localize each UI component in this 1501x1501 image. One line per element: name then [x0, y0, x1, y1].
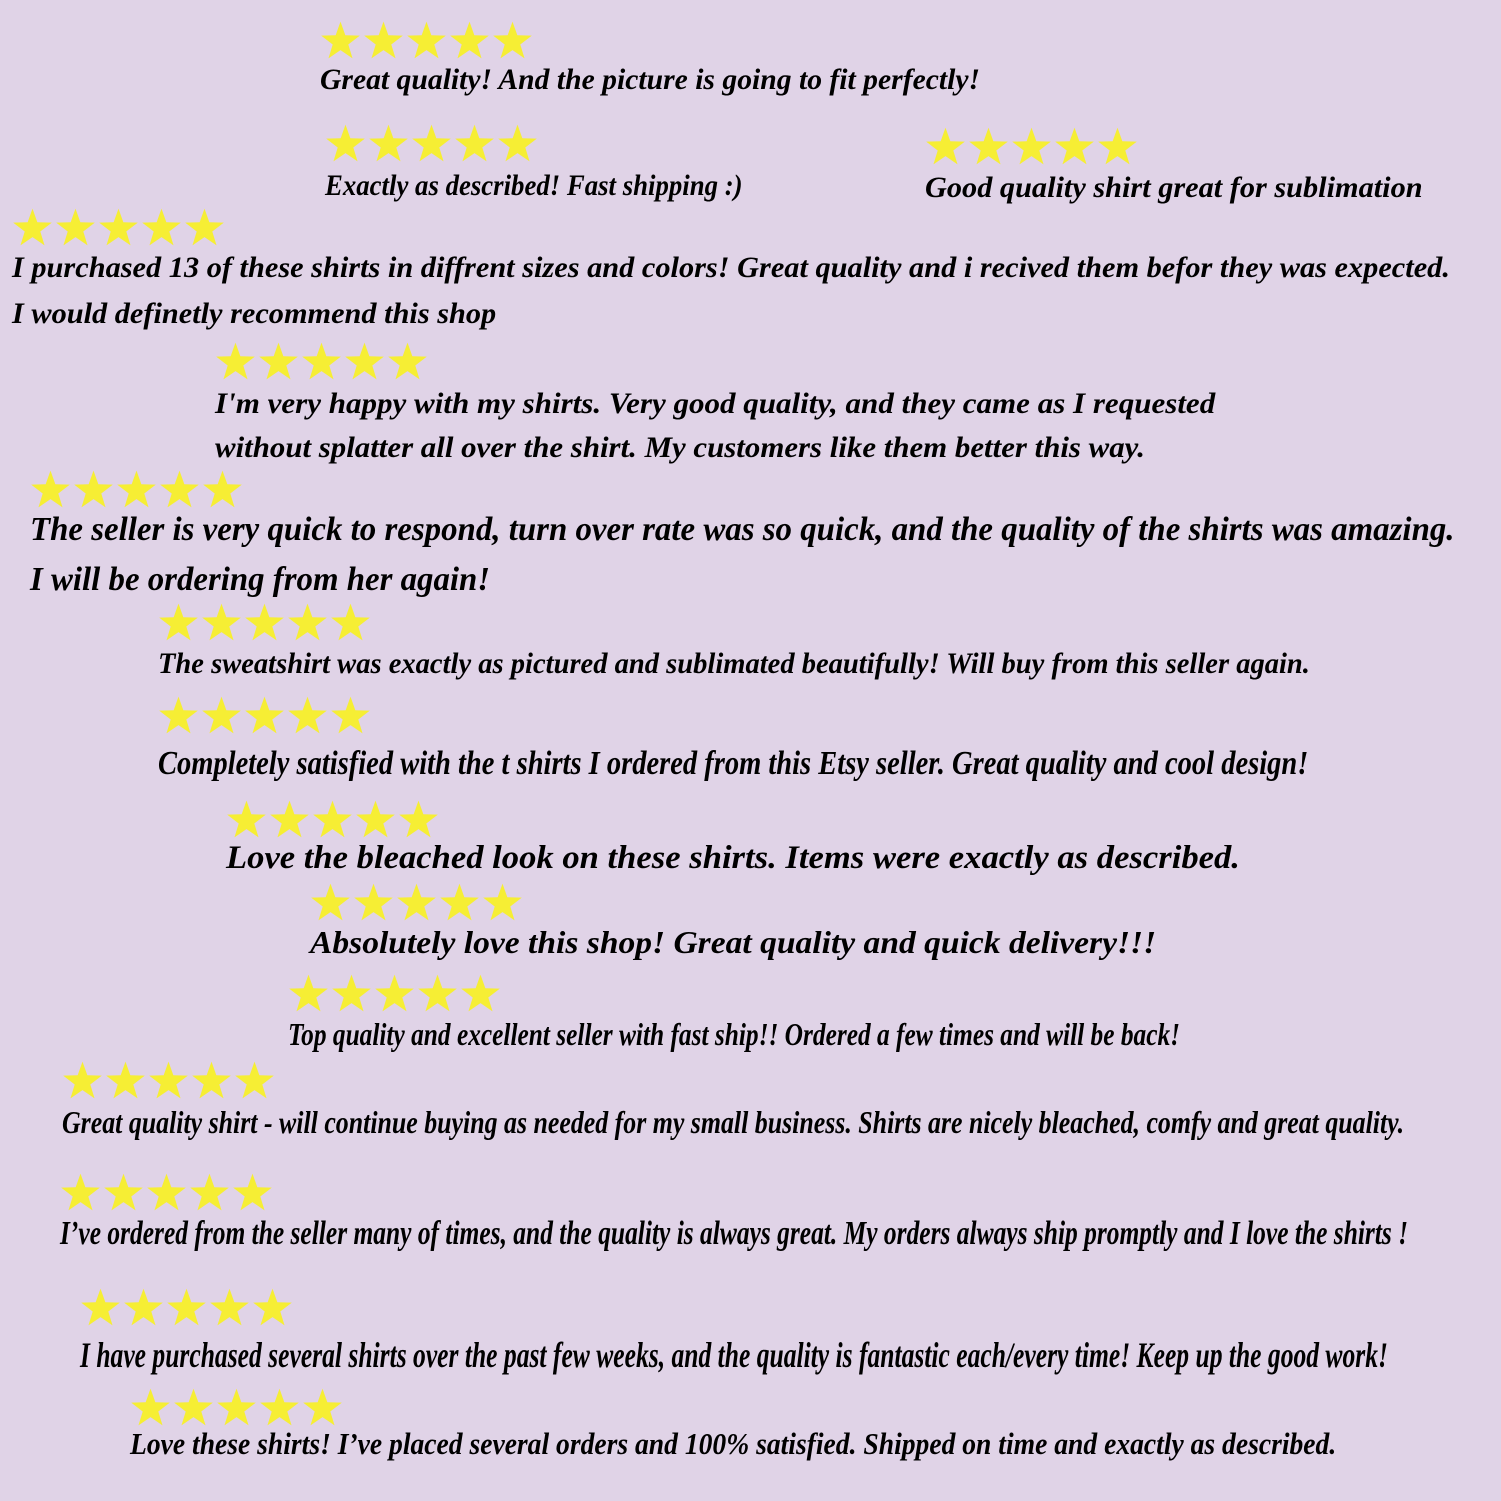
star-icon: [482, 882, 523, 923]
star-icon: [398, 799, 439, 840]
star-icon: [252, 1287, 293, 1328]
star-rating: [60, 1170, 273, 1214]
star-rating: [158, 600, 371, 644]
star-rating: [30, 467, 243, 511]
star-rating: [12, 205, 225, 249]
star-icon: [492, 20, 533, 61]
star-icon: [226, 799, 267, 840]
star-icon: [232, 1172, 273, 1213]
review-text: Great quality shirt - will continue buying as needed for my small business. Shirts are nicely bleached, comfy and great quality.: [62, 1104, 1405, 1140]
star-icon: [302, 1387, 343, 1428]
star-icon: [454, 123, 495, 164]
star-icon: [287, 602, 328, 643]
review-text: I would definetly recommend this shop: [12, 297, 497, 330]
star-rating: [925, 124, 1138, 168]
star-icon: [269, 799, 310, 840]
star-icon: [216, 1387, 257, 1428]
star-icon: [320, 20, 361, 61]
star-icon: [344, 341, 385, 382]
star-icon: [141, 207, 182, 248]
star-icon: [460, 973, 501, 1014]
star-icon: [353, 882, 394, 923]
star-icon: [98, 207, 139, 248]
star-icon: [374, 973, 415, 1014]
review-text: I purchased 13 of these shirts in diffrent sizes and colors! Great quality and i recived them befor they was expected.: [12, 251, 1450, 284]
star-icon: [287, 695, 328, 736]
review-text: Good quality shirt great for sublimation: [925, 171, 1423, 204]
star-rating: [325, 121, 538, 165]
star-rating: [226, 797, 439, 841]
review-text: Great quality! And the picture is going to fit perfectly!: [320, 63, 981, 96]
star-icon: [201, 695, 242, 736]
star-icon: [1097, 126, 1138, 167]
star-icon: [312, 799, 353, 840]
star-icon: [189, 1172, 230, 1213]
review-text: I’ve ordered from the seller many of times, and the quality is always great. My orders always ship promptly and I love the shirts !: [60, 1215, 1409, 1252]
star-icon: [259, 1387, 300, 1428]
star-icon: [60, 1172, 101, 1213]
star-icon: [202, 469, 243, 510]
star-icon: [497, 123, 538, 164]
star-icon: [123, 1287, 164, 1328]
star-icon: [166, 1287, 207, 1328]
star-icon: [12, 207, 53, 248]
review-text: The seller is very quick to respond, turn over rate was so quick, and the quality of the shirts was amazing.: [30, 511, 1455, 548]
review-text: Exactly as described! Fast shipping :): [325, 169, 743, 202]
review-text: I will be ordering from her again!: [30, 561, 491, 598]
star-icon: [330, 602, 371, 643]
star-icon: [368, 123, 409, 164]
star-icon: [234, 1060, 275, 1101]
star-icon: [449, 20, 490, 61]
star-icon: [215, 341, 256, 382]
star-icon: [73, 469, 114, 510]
review-text: without splatter all over the shirt. My customers like them better this way.: [215, 431, 1145, 464]
star-rating: [320, 18, 533, 62]
review-text: Love these shirts! I’ve placed several orders and 100% satisfied. Shipped on time and exactly as described.: [130, 1426, 1337, 1461]
star-icon: [387, 341, 428, 382]
review-text: Love the bleached look on these shirts. Items were exactly as described.: [226, 840, 1240, 876]
star-rating: [288, 971, 501, 1015]
star-icon: [968, 126, 1009, 167]
star-rating: [62, 1058, 275, 1102]
star-icon: [258, 341, 299, 382]
star-icon: [158, 695, 199, 736]
star-icon: [201, 602, 242, 643]
star-icon: [417, 973, 458, 1014]
star-icon: [55, 207, 96, 248]
star-icon: [173, 1387, 214, 1428]
star-icon: [310, 882, 351, 923]
star-icon: [411, 123, 452, 164]
star-icon: [146, 1172, 187, 1213]
star-icon: [244, 695, 285, 736]
star-icon: [62, 1060, 103, 1101]
star-rating: [80, 1285, 293, 1329]
star-icon: [159, 469, 200, 510]
star-rating: [215, 339, 428, 383]
review-text: Completely satisfied with the t shirts I ordered from this Etsy seller. Great quality and cool design!: [158, 745, 1309, 782]
star-icon: [191, 1060, 232, 1101]
review-text: I'm very happy with my shirts. Very good quality, and they came as I requested: [215, 387, 1216, 420]
star-icon: [158, 602, 199, 643]
star-icon: [103, 1172, 144, 1213]
star-icon: [1054, 126, 1095, 167]
star-icon: [80, 1287, 121, 1328]
review-text: The sweatshirt was exactly as pictured and sublimated beautifully! Will buy from this seller again.: [158, 647, 1310, 680]
star-icon: [1011, 126, 1052, 167]
star-icon: [355, 799, 396, 840]
star-icon: [244, 602, 285, 643]
star-icon: [209, 1287, 250, 1328]
star-icon: [288, 973, 329, 1014]
star-icon: [363, 20, 404, 61]
star-icon: [406, 20, 447, 61]
review-text: Top quality and excellent seller with fast ship!! Ordered a few times and will be back!: [288, 1016, 1181, 1052]
star-icon: [148, 1060, 189, 1101]
star-icon: [130, 1387, 171, 1428]
star-rating: [158, 693, 371, 737]
star-icon: [331, 973, 372, 1014]
star-rating: [310, 880, 523, 924]
star-icon: [439, 882, 480, 923]
review-text: Absolutely love this shop! Great quality and quick delivery!!!: [310, 924, 1157, 960]
star-icon: [30, 469, 71, 510]
review-text: I have purchased several shirts over the past few weeks, and the quality is fantastic each/every time! Keep up the good work!: [80, 1335, 1388, 1375]
star-icon: [330, 695, 371, 736]
star-icon: [184, 207, 225, 248]
star-icon: [325, 123, 366, 164]
star-rating: [130, 1385, 343, 1429]
star-icon: [301, 341, 342, 382]
star-icon: [396, 882, 437, 923]
star-icon: [105, 1060, 146, 1101]
star-icon: [925, 126, 966, 167]
star-icon: [116, 469, 157, 510]
